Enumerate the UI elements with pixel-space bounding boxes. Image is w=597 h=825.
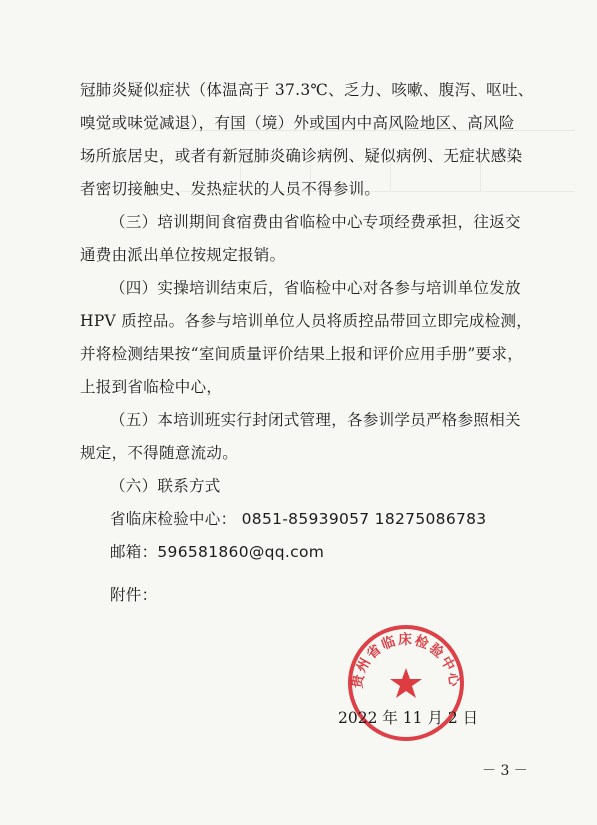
body-line: 者密切接触史、发热症状的人员不得参训。 [80,180,381,198]
body-line: 冠肺炎疑似症状（体温高于 37.3℃、乏力、咳嗽、腹泻、呕吐、 [80,81,534,99]
attachments-heading: 附件： [110,586,158,604]
seal-text: 贵州省临床检验中心 [349,632,463,690]
page-number: － 3 － [482,763,528,779]
contact-email: 邮箱：596581860@qq.com [110,543,325,561]
body-line: （三）培训期间食宿费由省临检中心专项经费承担，往返交 [110,213,521,231]
contact-phone: 省临床检验中心： 0851-85939057 18275086783 [110,510,487,528]
body-line: 嗅觉或味觉减退），有国（境）外或国内中高风险地区、高风险 [80,114,515,132]
body-line: 并将检测结果按“室间质量评价结果上报和评价应用手册”要求， [80,345,524,363]
body-line: （四）实操培训结束后，省临检中心对各参与培训单位发放 [110,279,521,297]
body-line: 规定，不得随意流动。 [80,444,239,462]
document-date-visible: 2022 年 11 月 2 日 [338,709,479,727]
body-line: HPV 质控品。各参与培训单位人员将质控品带回立即完成检测， [80,312,533,330]
body-line: 通费由派出单位按规定报销。 [80,246,286,264]
body-line: （五）本培训班实行封闭式管理，各参训学员严格参照相关 [110,411,521,429]
body-line: 场所旅居史，或者有新冠肺炎确诊病例、疑似病例、无症状感染 [80,147,523,165]
body-line: 上报到省临检中心， [80,378,223,396]
section-heading: （六）联系方式 [110,477,221,495]
